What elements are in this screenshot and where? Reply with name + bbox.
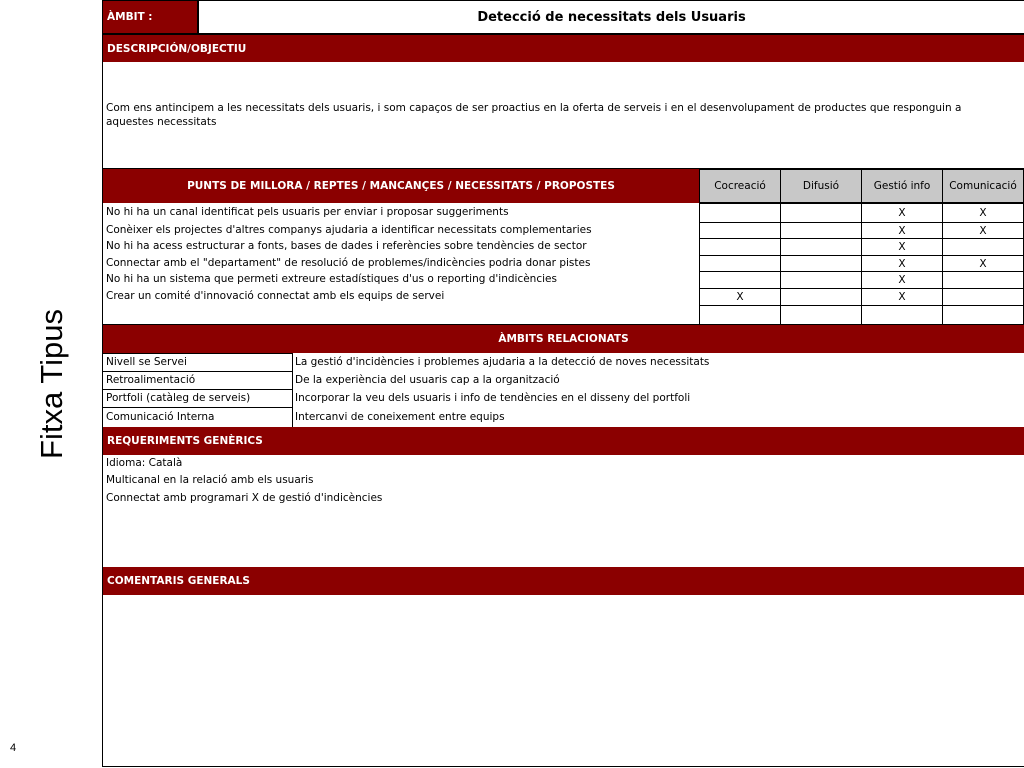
point-row-1: No hi ha un canal identificat pels usuaris per enviar i proposar suggeriments [106, 206, 509, 218]
requirement-item-3: Connectat amb programari X de gestió d'indicències [106, 492, 383, 504]
mark-comunicacio-row-4: X [942, 255, 1024, 272]
mark-difusio-row-4 [780, 255, 862, 272]
point-row-2: Conèixer els projectes d'altres companys ajudaria a identificar necessitats complementaries [106, 224, 592, 236]
requirements-header [103, 427, 1024, 455]
related-name-3: Portfoli (catàleg de serveis) [106, 392, 251, 404]
column-comunicacio: Comunicació [942, 169, 1024, 203]
comments-header-text: COMENTARIS GENERALS [107, 575, 250, 587]
requirement-item-2: Multicanal en la relació amb els usuaris [106, 474, 314, 486]
mark-cocreacio-row-6: X [699, 288, 781, 306]
mark-difusio-row-7 [780, 305, 862, 325]
mark-gestio-info-row-6: X [861, 288, 943, 306]
mark-cocreacio-row-4 [699, 255, 781, 272]
related-header-text: ÀMBITS RELACIONATS [498, 333, 629, 345]
mark-difusio-row-1 [780, 203, 862, 223]
points-header-text: PUNTS DE MILLORA / REPTES / MANCANÇES / NECESSITATS / PROPOSTES [187, 180, 615, 192]
point-row-4: Connectar amb el "departament" de resolució de problemes/indicències podria donar pistes [106, 257, 591, 269]
comments-header [103, 567, 1024, 595]
related-desc-1: La gestió d'incidències i problemes ajudaria a la detecció de noves necessitats [295, 356, 710, 368]
mark-cocreacio-row-5 [699, 271, 781, 289]
column-gestio-info: Gestió info [861, 169, 943, 203]
mark-comunicacio-row-2: X [942, 222, 1024, 239]
column-cocreacio: Cocreació [699, 169, 781, 203]
mark-difusio-row-2 [780, 222, 862, 239]
description-header [103, 35, 1024, 62]
mark-comunicacio-row-1: X [942, 203, 1024, 223]
mark-cocreacio-row-2 [699, 222, 781, 239]
related-name-4: Comunicació Interna [106, 411, 215, 423]
mark-gestio-info-row-1: X [861, 203, 943, 223]
points-header [103, 169, 699, 203]
description-line-1: Com ens antincipem a les necessitats dels usuaris, i som capaços de ser proactius en la oferta de serveis i en el desenvolupament de productes que responguin a [106, 102, 962, 114]
description-header-text: DESCRIPCIÓN/OBJECTIU [107, 42, 247, 55]
point-row-5: No hi ha un sistema que permeti extreure estadístiques d'us o reporting d'indicències [106, 273, 557, 285]
description-line-2: aquestes necessitats [106, 116, 217, 128]
related-desc-3: Incorporar la veu dels usuaris i info de tendències en el disseny del portfoli [295, 392, 691, 404]
related-desc-4: Intercanvi de coneixement entre equips [295, 411, 505, 423]
mark-gestio-info-row-2: X [861, 222, 943, 239]
mark-gestio-info-row-4: X [861, 255, 943, 272]
mark-difusio-row-3 [780, 238, 862, 256]
mark-gestio-info-row-5: X [861, 271, 943, 289]
mark-cocreacio-row-3 [699, 238, 781, 256]
related-header [103, 325, 1024, 353]
side-title: Fitxa Tipus [34, 309, 69, 459]
ambit-label [103, 1, 197, 33]
related-desc-2: De la experiència del usuaris cap a la organització [295, 374, 560, 386]
requirements-header-text: REQUERIMENTS GENÈRICS [107, 435, 263, 447]
mark-difusio-row-5 [780, 271, 862, 289]
mark-comunicacio-row-3 [942, 238, 1024, 256]
mark-comunicacio-row-7 [942, 305, 1024, 325]
form-sheet [102, 0, 1024, 767]
mark-difusio-row-6 [780, 288, 862, 306]
page-number: 4 [10, 742, 17, 754]
mark-gestio-info-row-7 [861, 305, 943, 325]
point-row-3: No hi ha acess estructurar a fonts, bases de dades i referències sobre tendències de sector [106, 240, 587, 252]
column-difusio: Difusió [780, 169, 862, 203]
ambit-label-text: ÀMBIT : [107, 11, 153, 23]
mark-comunicacio-row-5 [942, 271, 1024, 289]
mark-comunicacio-row-6 [942, 288, 1024, 306]
related-name-1: Nivell se Servei [106, 356, 187, 368]
ambit-title: Detecció de necessitats dels Usuaris [197, 1, 1024, 33]
mark-cocreacio-row-1 [699, 203, 781, 223]
requirement-item-1: Idioma: Català [106, 457, 183, 469]
point-row-6: Crear un comité d'innovació connectat amb els equips de servei [106, 290, 445, 302]
related-name-2: Retroalimentació [106, 374, 196, 386]
mark-gestio-info-row-3: X [861, 238, 943, 256]
mark-cocreacio-row-7 [699, 305, 781, 325]
